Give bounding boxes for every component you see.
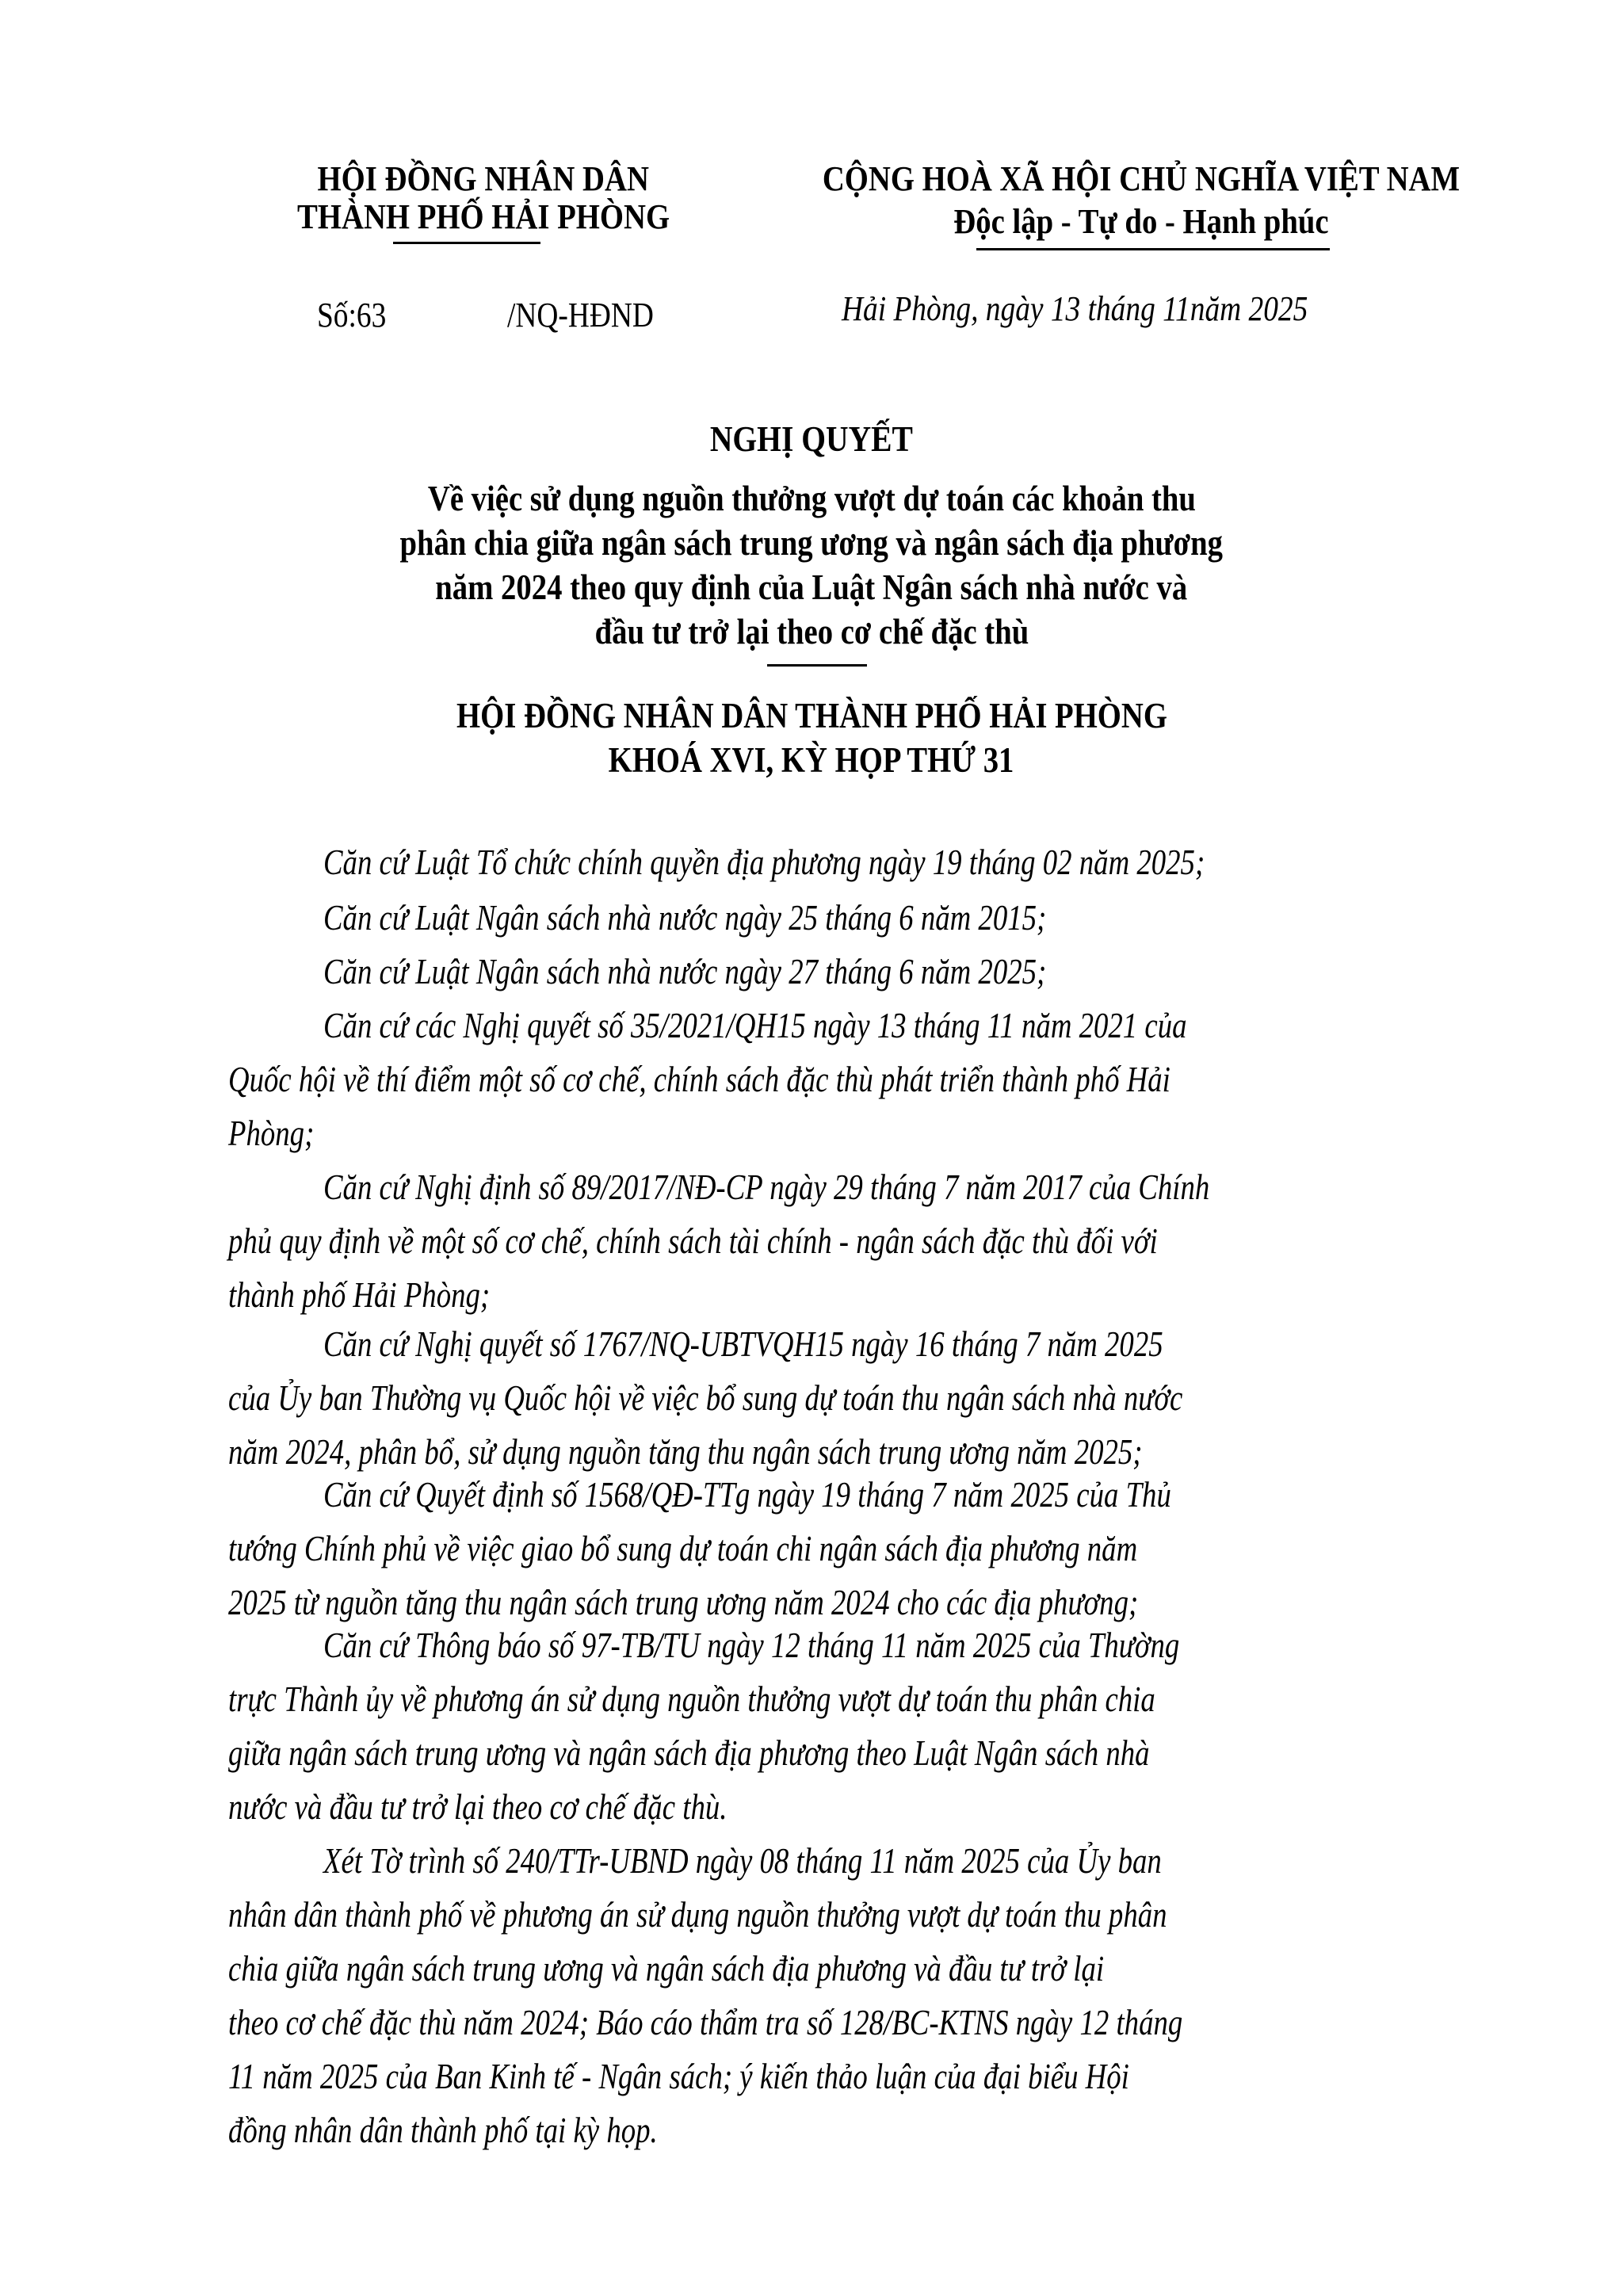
document-number-suffix (507, 293, 680, 338)
national-title-line1: CỘNG HOÀ XÃ HỘI CHỦ NGHĨA VIỆT NAM (822, 159, 1461, 198)
preamble-line-text: chia giữa ngân sách trung ương và ngân sách địa phương và đầu tư trở lại (228, 1948, 1105, 1988)
preamble-line (228, 1675, 1387, 1723)
preamble-line (228, 2107, 765, 2154)
document-type-text: NGHỊ QUYẾT (709, 418, 914, 459)
preamble-line-text: Căn cứ Luật Ngân sách nhà nước ngày 25 tháng 6 năm 2015; (323, 897, 1047, 938)
preamble-line-text: Căn cứ Quyết định số 1568/QĐ-TTg ngày 19 tháng 7 năm 2025 của Thủ (323, 1474, 1171, 1515)
preamble-line-text: Căn cứ Nghị định số 89/2017/NĐ-CP ngày 29 tháng 7 năm 2017 của Chính (323, 1167, 1210, 1207)
preamble-line (228, 1579, 1365, 1626)
preamble-line (228, 1999, 1421, 2046)
preamble-line (228, 2053, 1354, 2100)
preamble-line (323, 1837, 1371, 1885)
document-number (317, 293, 399, 338)
preamble-line (323, 948, 1227, 995)
preamble-line-text: tướng Chính phủ về việc giao bổ sung dự toán chi ngân sách địa phương năm (228, 1528, 1138, 1568)
subject-line-4 (0, 609, 1623, 655)
national-motto-line2: Độc lập - Tự do - Hạnh phúc (953, 202, 1329, 241)
preamble-line (323, 1622, 1393, 1669)
motto-underline (976, 248, 1330, 250)
title-divider (767, 664, 867, 667)
place-date (842, 287, 1390, 331)
preamble-line-text: giữa ngân sách trung ương và ngân sách địa phương theo Luật Ngân sách nhà (228, 1733, 1150, 1773)
preamble-line-text: Căn cứ Luật Ngân sách nhà nước ngày 27 tháng 6 năm 2025; (323, 951, 1047, 991)
preamble-line-text: Quốc hội về thí điểm một số cơ chế, chính sách đặc thù phát triển thành phố Hải (228, 1059, 1170, 1099)
subject-line-2 (0, 520, 1623, 566)
place-date-text: Hải Phòng, ngày 13 tháng 11năm 2025 (842, 289, 1308, 328)
preamble-line-text: năm 2024, phân bổ, sử dụng nguồn tăng thu ngân sách trung ương năm 2025; (228, 1431, 1143, 1472)
preamble-line-text: Xét Tờ trình số 240/TTr-UBND ngày 08 tháng 11 năm 2025 của Ủy ban (323, 1840, 1162, 1881)
preamble-line-text: của Ủy ban Thường vụ Quốc hội về việc bổ sung dự toán thu ngân sách nhà nước (228, 1377, 1183, 1418)
preamble-line (228, 1110, 335, 1157)
preamble-line-text: đồng nhân dân thành phố tại kỳ họp. (228, 2110, 658, 2150)
preamble-line (228, 1525, 1365, 1572)
preamble-line (228, 1428, 1371, 1476)
preamble-line (228, 1891, 1402, 1939)
preamble-line-text: Phòng; (228, 1113, 315, 1153)
national-motto (745, 200, 1537, 244)
subject-text: phân chia giữa ngân sách trung ương và ngân sách địa phương (399, 523, 1224, 563)
preamble-line-text: Căn cứ Nghị quyết số 1767/NQ-UBTVQH15 ngày 16 tháng 7 năm 2025 (323, 1324, 1163, 1364)
preamble-line (323, 1002, 1403, 1049)
issuer-city (238, 195, 729, 239)
preamble-line-text: Căn cứ các Nghị quyết số 35/2021/QH15 ngày 13 tháng 11 năm 2021 của (323, 1005, 1187, 1045)
council-session (0, 737, 1623, 783)
preamble-line (228, 1056, 1406, 1103)
subject-line-3 (0, 564, 1623, 610)
subject-text: Về việc sử dụng nguồn thưởng vượt dự toán các khoản thu (427, 479, 1196, 518)
preamble-line (323, 839, 1425, 886)
preamble-line (228, 1271, 556, 1319)
preamble-line-text: Căn cứ Thông báo số 97-TB/TU ngày 12 tháng 11 năm 2025 của Thường (323, 1625, 1180, 1665)
document-number-label: Số:63 (317, 296, 387, 334)
document-type (0, 417, 1623, 461)
council-name (0, 693, 1623, 739)
preamble-line-text: theo cơ chế đặc thù năm 2024; Báo cáo thẩm tra số 128/BC-KTNS ngày 12 tháng (228, 2002, 1183, 2042)
preamble-line-text: nhân dân thành phố về phương án sử dụng nguồn thưởng vượt dự toán thu phân (228, 1894, 1167, 1935)
preamble-line (228, 1783, 852, 1831)
preamble-line (228, 1374, 1421, 1422)
issuer-underline (393, 242, 540, 244)
preamble-line-text: trực Thành ủy về phương án sử dụng nguồn thưởng vượt dự toán thu phân chia (228, 1679, 1155, 1719)
preamble-line (228, 1217, 1390, 1265)
subject-text: năm 2024 theo quy định của Luật Ngân sách nhà nước và (435, 567, 1188, 607)
subject-line-1 (0, 476, 1623, 521)
preamble-line (323, 1471, 1383, 1519)
subject-text: đầu tư trở lại theo cơ chế đặc thù (594, 612, 1029, 651)
preamble-line-text: 2025 từ nguồn tăng thu ngân sách trung ương năm 2024 cho các địa phương; (228, 1582, 1139, 1622)
issuer-agency-line1: HỘI ĐỒNG NHÂN DÂN (317, 159, 650, 198)
preamble-line-text: nước và đầu tư trở lại theo cơ chế đặc thù. (228, 1786, 727, 1827)
issuer-city-line2: THÀNH PHỐ HẢI PHÒNG (296, 197, 670, 236)
council-name-text: HỘI ĐỒNG NHÂN DÂN THÀNH PHỐ HẢI PHÒNG (456, 696, 1167, 735)
preamble-line-text: thành phố Hải Phòng; (228, 1274, 491, 1315)
preamble-line (323, 1163, 1431, 1211)
document-number-code: /NQ-HĐND (507, 296, 654, 334)
preamble-line-text: phủ quy định về một số cơ chế, chính sách tài chính - ngân sách đặc thù đối với (228, 1221, 1158, 1261)
council-session-text: KHOÁ XVI, KỲ HỌP THỨ 31 (609, 740, 1014, 780)
preamble-line-text: 11 năm 2025 của Ban Kinh tế - Ngân sách; ý kiến thảo luận của đại biểu Hội (228, 2056, 1129, 2096)
preamble-line (228, 1729, 1380, 1777)
preamble-line (323, 894, 1227, 942)
preamble-line (228, 1945, 1323, 1992)
preamble-line-text: Căn cứ Luật Tổ chức chính quyền địa phương ngày 19 tháng 02 năm 2025; (323, 842, 1205, 882)
national-title (745, 157, 1537, 201)
preamble-line (323, 1320, 1373, 1368)
